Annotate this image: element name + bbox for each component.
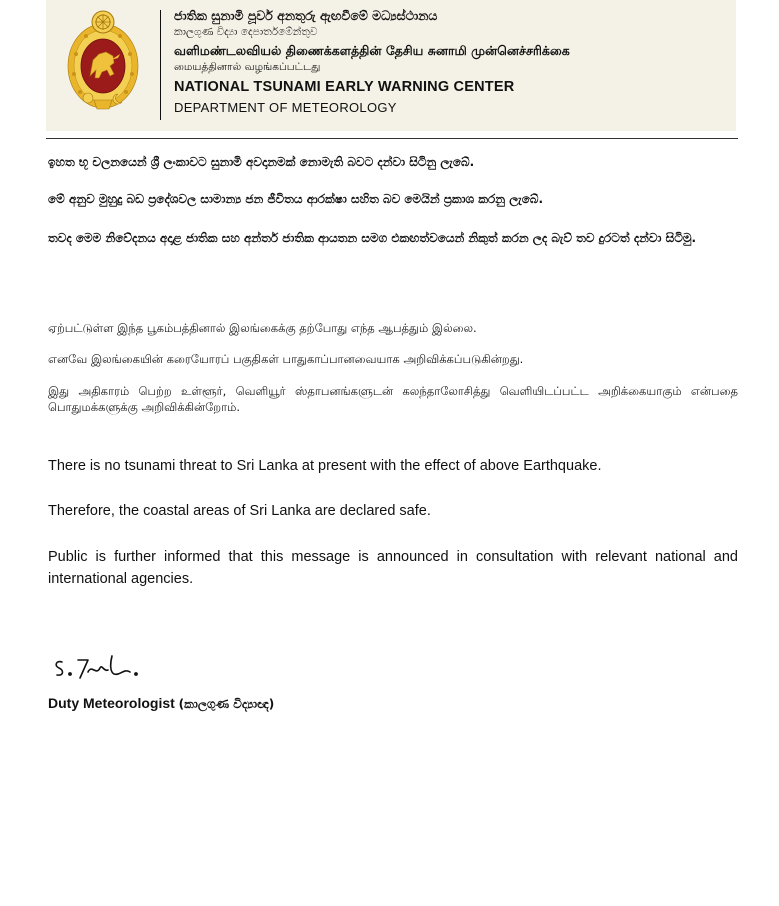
letterhead-text bbox=[174, 8, 570, 118]
handwritten-signature-icon bbox=[50, 650, 150, 690]
header-tamil-org: வளிமண்டலவியல் திணைக்களத்தின் தேசிய சுனாமி முன்னெச்சரிக்கை bbox=[174, 43, 570, 58]
sri-lanka-state-emblem-icon bbox=[66, 8, 140, 112]
english-paragraph-3: Public is further informed that this message is announced in consultation with relevant national and international agencies. bbox=[48, 549, 738, 587]
sinhala-paragraph-3: තවද මෙම නිවේදනය අදාළ ජාතික සහ අන්තර් ජාතික ආයතන සමග එකඟත්වයෙන් නිකුත් කරන ලද බැව් තව දුරටත් දන්වා සිටිමු. bbox=[48, 231, 697, 245]
header-rule bbox=[46, 138, 738, 139]
header-sinhala-dept: කාලගුණ විද්‍යා දෙපාර්තමේන්තුව bbox=[174, 26, 318, 38]
tamil-paragraph-2: எனவே இலங்கையின் கரையோரப் பகுதிகள் பாதுகாப்பானவையாக அறிவிக்கப்படுகின்றது. bbox=[48, 352, 524, 366]
sinhala-paragraph-1: ඉහත භූ චලනයෙන් ශ්‍රී ලංකාවට සුනාමි අවදානමක් නොමැති බවට දන්වා සිටිනු ලැබේ. bbox=[48, 155, 475, 169]
header-tamil-org-cont: மையத்தினால் வழங்கப்பட்டது bbox=[174, 61, 321, 73]
english-paragraph-2: Therefore, the coastal areas of Sri Lanka are declared safe. bbox=[48, 503, 431, 519]
tamil-paragraph-3: இது அதிகாரம் பெற்ற உள்ளூர், வெளியூர் ஸ்தாபனங்களுடன் கலந்தாலோசித்து வெளியிடப்பட்ட அறிக்கையாகும் என்பதை பொதுமக்களுக்கு அறிவிக்கின்றோம். bbox=[48, 384, 738, 414]
signatory-title bbox=[48, 695, 274, 712]
header-english-dept: DEPARTMENT OF METEOROLOGY bbox=[174, 100, 397, 115]
signatory-title-english: Duty Meteorologist bbox=[48, 695, 175, 711]
header-english-org: NATIONAL TSUNAMI EARLY WARNING CENTER bbox=[174, 79, 515, 95]
english-paragraph-1: There is no tsunami threat to Sri Lanka at present with the effect of above Earthquake. bbox=[48, 458, 602, 474]
header-sinhala-org: ජාතික සුනාමි පූර්ව අනතුරු ඇඟවීමේ මධ්‍යස්ථානය bbox=[174, 8, 438, 23]
letterhead bbox=[46, 0, 736, 131]
tamil-paragraph-1: ஏற்பட்டுள்ள இந்த பூகம்பத்தினால் இலங்கைக்கு தற்போது எந்த ஆபத்தும் இல்லை. bbox=[48, 321, 477, 335]
signatory-title-sinhala: (කාලගුණ විද්‍යාඥ) bbox=[178, 697, 275, 711]
header-divider bbox=[160, 10, 161, 120]
sinhala-paragraph-2: මේ අනුව මුහුදු බඩ ප්‍රදේශවල සාමාන්‍ය ජන ජීවිතය ආරක්ෂා සහිත බව මෙයින් ප්‍රකාශ කරනු ලැබේ. bbox=[48, 192, 544, 206]
